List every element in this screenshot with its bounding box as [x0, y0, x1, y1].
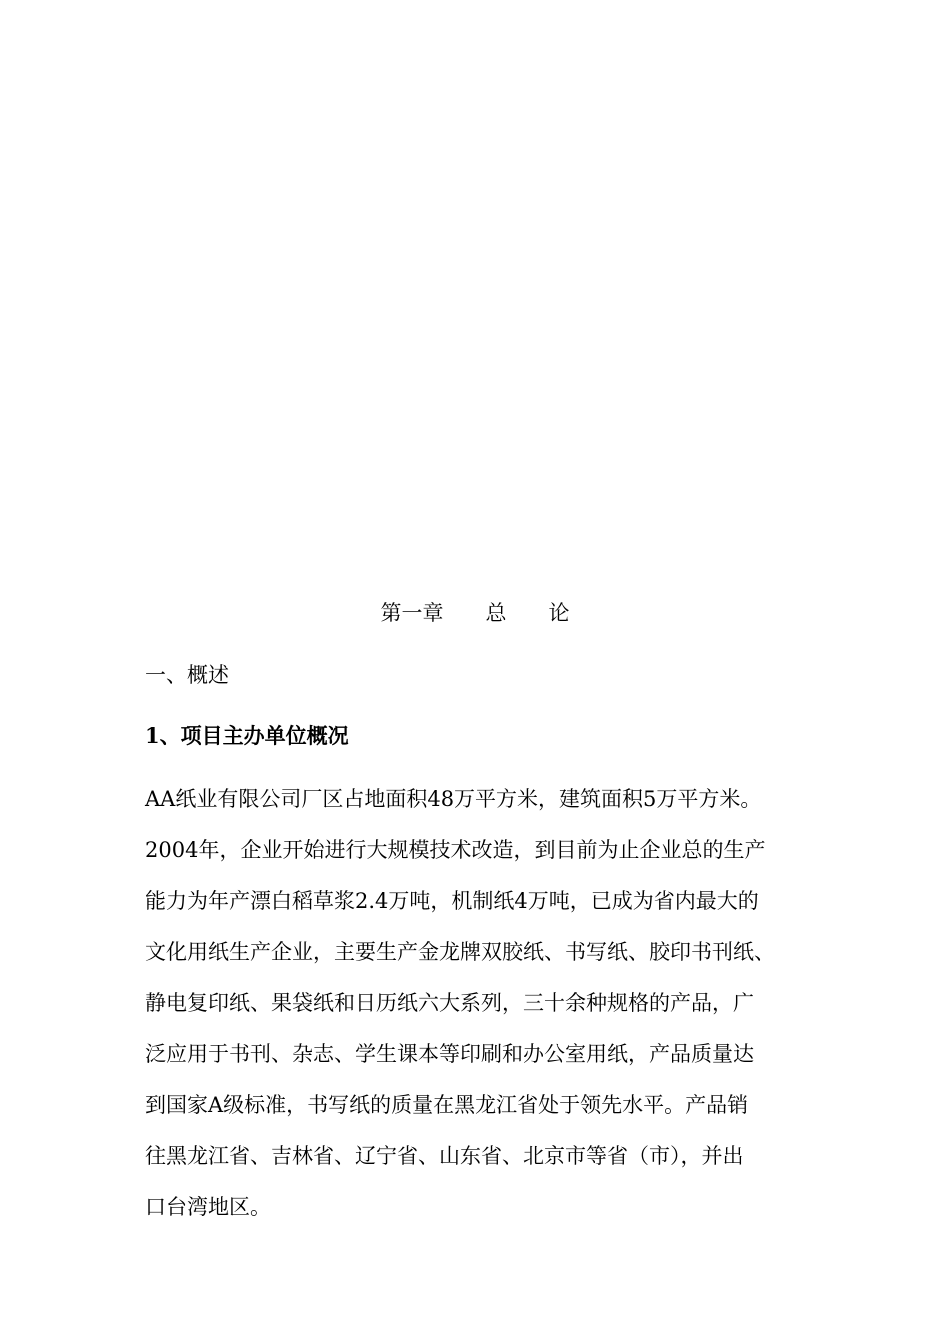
subsection-heading: 1、项目主办单位概况	[145, 723, 349, 748]
paragraph-line: 口台湾地区。	[145, 1195, 271, 1219]
section-heading: 一、概述	[145, 663, 229, 687]
paragraph-line: 往黑龙江省、吉林省、辽宁省、山东省、北京市等省（市），并出	[145, 1144, 744, 1168]
paragraph-line: 静电复印纸、果袋纸和日历纸六大系列，三十余种规格的产品，广	[145, 991, 754, 1015]
paragraph-line: 到国家A级标准，书写纸的质量在黑龙江省处于领先水平。产品销	[145, 1093, 749, 1117]
paragraph-line: AA纸业有限公司厂区占地面积48万平方米，建筑面积5万平方米。	[145, 787, 762, 811]
paragraph-line: 文化用纸生产企业，主要生产金龙牌双胶纸、书写纸、胶印书刊纸、	[145, 940, 775, 964]
paragraph-line: 泛应用于书刊、杂志、学生课本等印刷和办公室用纸，产品质量达	[145, 1042, 754, 1066]
body-paragraph	[145, 783, 810, 1242]
chapter-title: 第一章 总 论	[380, 601, 570, 625]
paragraph-line: 2004年，企业开始进行大规模技术改造，到目前为止企业总的生产	[145, 838, 766, 862]
paragraph-line: 能力为年产漂白稻草浆2.4万吨，机制纸4万吨，已成为省内最大的	[145, 889, 759, 913]
